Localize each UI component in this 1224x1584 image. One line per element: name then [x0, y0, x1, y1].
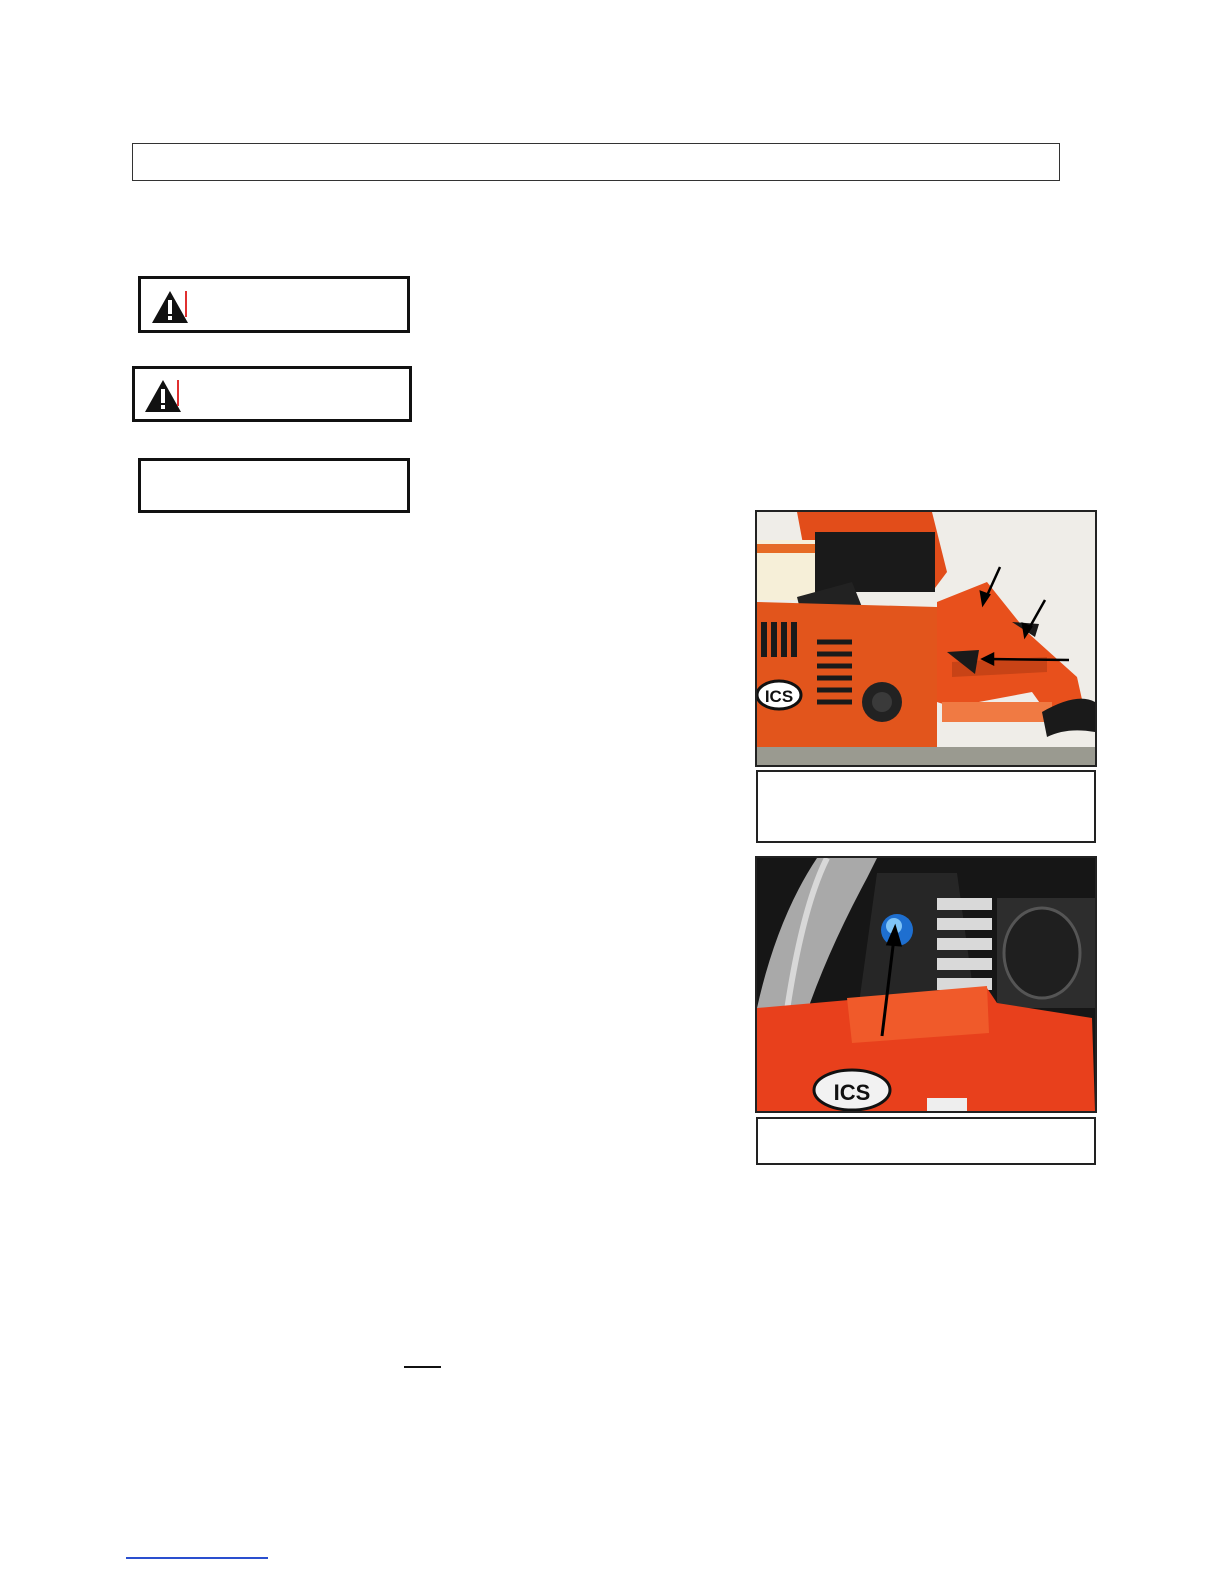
red-mark — [177, 380, 179, 406]
warning-box-2 — [132, 366, 412, 422]
underline-mark — [404, 1366, 441, 1368]
section-title-box — [132, 143, 1060, 181]
warning-triangle-icon — [150, 289, 190, 325]
photo2-logo: ICS — [833, 1080, 871, 1105]
photo-saw-handle — [755, 510, 1097, 767]
photo2-caption-box — [756, 1117, 1096, 1165]
warning-box-1 — [138, 276, 410, 333]
note-box — [138, 458, 410, 513]
footer-link[interactable] — [126, 1557, 268, 1559]
button-illustration — [757, 858, 1095, 1111]
photo1-caption-box — [756, 770, 1096, 843]
photo-button — [755, 856, 1097, 1113]
red-mark — [185, 291, 187, 317]
saw-handle-illustration — [757, 512, 1095, 765]
photo1-logo: ICS — [764, 687, 794, 706]
